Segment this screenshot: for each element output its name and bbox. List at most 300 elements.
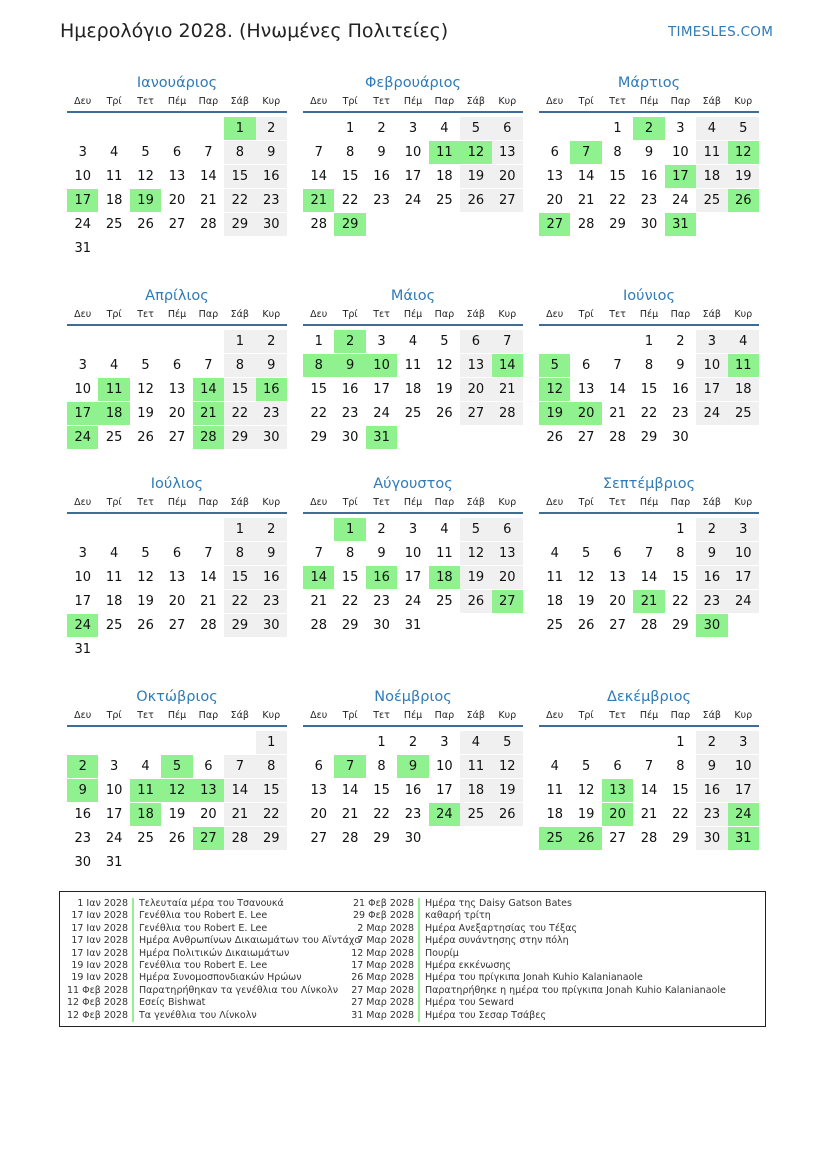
day-cell: 14 [200,169,217,184]
holiday-color-marker [418,898,420,910]
holiday-day-cell: 21 [193,402,224,425]
day-cell: 14 [224,779,255,802]
weekday-label: Δευ [546,710,564,721]
holiday-day-cell: 29 [334,213,365,236]
legend-date: 17 Ιαν 2028 [71,910,128,922]
day-cell: 5 [492,731,523,754]
day-cell: 7 [224,755,255,778]
month-calendar [539,687,759,871]
day-cell: 3 [78,546,87,561]
day-cell: 25 [546,618,563,633]
legend-holiday-name: Γενέθλια του Robert E. Lee [139,922,268,934]
weekday-label: Σάβ [702,710,721,721]
holiday-day-cell: 16 [366,566,397,589]
day-cell: 25 [436,193,453,208]
day-cell: 7 [204,358,213,373]
legend-date: 7 Μαρ 2028 [357,935,414,947]
weekday-label: Τρί [578,96,594,107]
day-cell: 6 [172,145,182,160]
weekday-label: Κυρ [262,710,281,721]
day-cell: 20 [310,807,327,822]
day-cell: 4 [550,546,559,561]
day-cell: 11 [696,141,727,164]
weekday-label: Πέμ [167,497,187,508]
day-cell: 26 [577,618,595,633]
day-cell: 21 [341,807,359,822]
legend-date: 2 Μαρ 2028 [357,922,414,934]
day-cell: 18 [105,594,123,609]
weekday-label: Δευ [74,309,92,320]
legend-row [347,1010,726,1022]
weekday-label: Τρί [342,309,358,320]
day-cell: 23 [256,590,287,613]
day-cell: 15 [224,566,255,589]
weekday-header [303,494,523,514]
day-cell: 6 [314,759,323,774]
day-cell: 1 [256,731,287,754]
day-grid [303,113,523,257]
month-calendar [303,286,523,470]
holiday-day-cell: 31 [366,426,397,449]
month-calendar [303,687,523,871]
weekday-label: Παρ [198,96,219,107]
day-cell: 28 [310,217,327,232]
day-cell: 18 [546,594,563,609]
day-grid [303,727,523,871]
day-cell: 7 [204,546,213,561]
legend-row [60,948,360,960]
holiday-color-marker [418,997,420,1009]
holiday-day-cell: 24 [728,803,759,826]
holiday-day-cell: 24 [429,803,460,826]
day-cell: 26 [460,590,491,613]
holiday-day-cell: 10 [366,354,397,377]
month-calendar [539,73,759,257]
day-cell: 9 [676,358,685,373]
day-cell: 20 [168,193,186,208]
holiday-day-cell: 31 [665,213,696,236]
holiday-day-cell: 18 [130,803,161,826]
day-cell: 3 [696,330,727,353]
day-cell: 28 [200,618,217,633]
legend-date: 27 Μαρ 2028 [351,997,414,1009]
weekday-label: Σάβ [230,309,249,320]
site-brand-link[interactable]: TIMESLES.COM [668,24,774,40]
holiday-day-cell: 7 [334,755,365,778]
day-cell: 29 [672,618,689,633]
day-cell: 25 [105,618,123,633]
legend-row [60,960,360,972]
day-cell: 5 [728,117,759,140]
day-cell: 26 [168,831,186,846]
weekday-header [67,306,287,326]
weekday-label: Τετ [609,497,626,508]
weekday-label: Δευ [546,497,564,508]
day-cell: 14 [577,169,595,184]
day-cell: 4 [440,522,449,537]
day-cell: 30 [404,831,422,846]
day-cell: 4 [550,759,559,774]
day-cell: 12 [577,783,595,798]
month-name: Ιανουάριος [136,75,218,91]
day-cell: 6 [492,518,523,541]
day-cell: 24 [672,193,689,208]
day-cell: 10 [728,542,759,565]
day-cell: 1 [314,334,323,349]
day-cell: 16 [256,165,287,188]
legend-row [347,997,726,1009]
day-cell: 1 [224,518,255,541]
weekday-label: Σάβ [466,96,485,107]
day-cell: 14 [640,783,658,798]
day-cell: 6 [613,546,622,561]
day-cell: 10 [105,783,123,798]
day-cell: 22 [256,803,287,826]
day-cell: 9 [377,546,386,561]
day-cell: 16 [74,807,91,822]
weekday-label: Κυρ [734,497,753,508]
holiday-color-marker [418,948,420,960]
weekday-label: Τετ [137,96,154,107]
day-cell: 23 [404,807,422,822]
holiday-day-cell: 12 [161,779,192,802]
weekday-label: Παρ [434,309,455,320]
day-cell: 23 [696,590,727,613]
weekday-label: Πέμ [403,710,423,721]
weekday-label: Κυρ [734,710,753,721]
day-cell: 25 [404,406,422,421]
legend-date: 12 Μαρ 2028 [351,947,414,959]
day-cell: 15 [310,382,327,397]
day-cell: 9 [696,542,727,565]
day-cell: 24 [728,590,759,613]
day-cell: 22 [373,807,390,822]
day-cell: 29 [224,614,255,637]
day-cell: 27 [492,189,523,212]
holiday-color-marker [418,985,420,997]
legend-holiday-name: Γενέθλια του Robert E. Lee [139,959,268,971]
holiday-day-cell: 28 [193,426,224,449]
weekday-label: Τρί [106,96,122,107]
day-cell: 2 [256,117,287,140]
holiday-day-cell: 26 [728,189,759,212]
day-cell: 4 [408,334,418,349]
day-cell: 26 [492,803,523,826]
day-cell: 14 [341,783,359,798]
legend-date: 19 Ιαν 2028 [71,959,128,971]
day-cell: 29 [609,217,626,232]
day-cell: 5 [460,518,491,541]
weekday-label: Κυρ [734,96,753,107]
legend-date: 17 Ιαν 2028 [71,935,128,947]
weekday-label: Πέμ [167,309,187,320]
weekday-label: Κυρ [262,497,281,508]
holiday-color-marker [132,948,134,960]
day-cell: 17 [404,169,422,184]
day-cell: 23 [640,193,658,208]
legend-holiday-name: Ημέρα Ανεξαρτησίας του Τέξας [425,922,578,934]
day-cell: 17 [696,378,727,401]
legend-date: 17 Μαρ 2028 [351,959,414,971]
weekday-label: Δευ [546,96,564,107]
legend-holiday-name: Εσείς Bishwat [139,997,206,1009]
day-cell: 5 [581,759,591,774]
day-cell: 21 [310,594,327,609]
day-cell: 18 [460,779,491,802]
day-cell: 2 [377,522,386,537]
weekday-label: Παρ [670,497,691,508]
day-cell: 4 [109,546,119,561]
day-cell: 29 [640,430,658,445]
legend-holiday-name: Πουρίμ [425,947,459,959]
day-cell: 5 [581,546,591,561]
legend-row [60,972,360,984]
day-cell: 3 [728,518,759,541]
weekday-label: Τετ [373,497,390,508]
weekday-label: Τρί [578,497,594,508]
holiday-day-cell: 27 [539,213,570,236]
day-cell: 18 [546,807,563,822]
day-cell: 15 [341,570,359,585]
weekday-label: Κυρ [498,497,517,508]
day-cell: 18 [696,165,727,188]
day-cell: 7 [492,330,523,353]
day-cell: 7 [314,145,323,160]
day-cell: 6 [172,546,182,561]
holiday-color-marker [132,935,134,947]
month-name: Ιούνιος [623,288,675,304]
day-cell: 21 [609,406,626,421]
holiday-day-cell: 11 [429,141,460,164]
legend-holiday-name: Ημέρα Συνομοσπονδιακών Ηρώων [139,972,302,984]
day-cell: 7 [204,145,213,160]
day-cell: 2 [256,330,287,353]
legend-row [347,972,726,984]
holiday-day-cell: 21 [633,590,664,613]
day-cell: 1 [644,334,654,349]
day-cell: 5 [141,358,150,373]
day-cell: 27 [168,217,186,232]
day-cell: 4 [440,121,449,136]
day-cell: 20 [200,807,217,822]
weekday-label: Σάβ [230,96,249,107]
weekday-label: Σάβ [230,497,249,508]
day-cell: 8 [676,759,685,774]
day-cell: 4 [109,358,119,373]
day-cell: 24 [373,406,390,421]
day-cell: 22 [224,189,255,212]
day-cell: 10 [404,145,422,160]
day-cell: 22 [224,590,255,613]
day-cell: 13 [609,570,626,585]
month-calendar [539,474,759,658]
weekday-label: Τετ [137,710,154,721]
weekday-label: Πέμ [403,96,423,107]
legend-holiday-name: καθαρή τρίτη [425,910,491,922]
day-cell: 10 [74,382,91,397]
day-cell: 28 [310,618,327,633]
day-grid [67,113,287,257]
legend-row [347,923,726,935]
day-cell: 17 [404,570,422,585]
day-cell: 8 [676,546,685,561]
weekday-label: Πέμ [403,497,423,508]
legend-holiday-name: Ημέρα Πολιτικών Δικαιωμάτων [139,947,290,959]
day-cell: 22 [640,406,658,421]
weekday-label: Παρ [670,710,691,721]
weekday-header [67,707,287,727]
day-cell: 15 [224,165,255,188]
legend-holiday-name: Τα γενέθλια του Λίνκολν [139,1009,257,1021]
holiday-day-cell: 7 [570,141,601,164]
day-cell: 16 [696,779,727,802]
holiday-legend [59,891,766,1027]
day-cell: 31 [74,241,91,256]
day-cell: 10 [672,145,689,160]
holiday-day-cell: 13 [602,779,633,802]
day-cell: 22 [672,807,689,822]
legend-holiday-name: Ημέρα του Σεσαρ Τσάβες [425,1009,547,1021]
holiday-day-cell: 24 [67,426,98,449]
legend-row [347,948,726,960]
day-cell: 1 [224,330,255,353]
day-grid [67,326,287,470]
day-cell: 22 [341,193,359,208]
holiday-day-cell: 26 [570,827,601,850]
day-cell: 30 [696,827,727,850]
weekday-label: Πέμ [403,309,423,320]
day-grid [303,326,523,470]
day-cell: 25 [105,430,123,445]
month-calendar [67,286,287,470]
holiday-day-cell: 12 [539,378,570,401]
day-cell: 20 [609,594,626,609]
day-cell: 29 [672,831,689,846]
holiday-color-marker [418,1010,420,1022]
day-cell: 27 [168,430,186,445]
legend-date: 27 Μαρ 2028 [351,984,414,996]
holiday-day-cell: 11 [130,779,161,802]
day-cell: 2 [676,334,685,349]
weekday-label: Δευ [310,309,328,320]
day-cell: 28 [224,827,255,850]
day-cell: 8 [644,358,654,373]
day-cell: 10 [436,759,453,774]
holiday-color-marker [132,898,134,910]
day-cell: 16 [256,566,287,589]
holiday-day-cell: 16 [256,378,287,401]
day-cell: 8 [224,542,255,565]
day-cell: 10 [728,755,759,778]
day-cell: 5 [141,546,150,561]
day-cell: 19 [137,594,154,609]
day-cell: 4 [728,330,759,353]
day-cell: 27 [577,430,595,445]
day-cell: 8 [377,759,386,774]
holiday-day-cell: 11 [728,354,759,377]
day-cell: 23 [341,406,359,421]
day-cell: 26 [546,430,563,445]
holiday-day-cell: 21 [303,189,334,212]
day-cell: 15 [373,783,390,798]
day-cell: 13 [492,542,523,565]
weekday-label: Πέμ [639,497,659,508]
day-cell: 23 [672,406,689,421]
weekday-label: Παρ [434,96,455,107]
day-cell: 19 [577,807,595,822]
day-cell: 12 [436,358,453,373]
legend-row [347,898,726,910]
holiday-color-marker [132,997,134,1009]
holiday-color-marker [132,985,134,997]
weekday-header [67,494,287,514]
weekday-label: Κυρ [262,96,281,107]
day-cell: 11 [436,546,453,561]
month-calendar [539,286,759,470]
day-cell: 2 [256,518,287,541]
day-cell: 28 [640,618,658,633]
legend-row [60,1010,360,1022]
weekday-label: Πέμ [167,96,187,107]
day-cell: 15 [256,779,287,802]
day-cell: 21 [200,594,217,609]
month-name: Δεκέμβριος [606,689,692,705]
day-cell: 6 [581,358,591,373]
day-cell: 18 [105,193,123,208]
holiday-day-cell: 17 [67,402,98,425]
weekday-label: Πέμ [167,710,187,721]
day-cell: 2 [377,121,386,136]
day-cell: 3 [408,522,418,537]
weekday-label: Τρί [106,497,122,508]
day-cell: 24 [105,831,123,846]
holiday-day-cell: 14 [303,566,334,589]
holiday-color-marker [132,960,134,972]
month-name: Φεβρουάριος [364,75,462,91]
day-cell: 28 [577,217,595,232]
holiday-day-cell: 1 [334,518,365,541]
holiday-color-marker [132,972,134,984]
weekday-label: Σάβ [466,309,485,320]
day-cell: 3 [78,145,87,160]
day-cell: 8 [224,354,255,377]
weekday-label: Πέμ [639,710,659,721]
day-cell: 21 [200,193,217,208]
weekday-label: Παρ [198,710,219,721]
day-cell: 15 [672,783,689,798]
day-cell: 21 [492,378,523,401]
legend-holiday-name: Ημέρα της Daisy Gatson Bates [425,898,572,909]
day-cell: 13 [546,169,563,184]
day-cell: 8 [345,546,355,561]
day-cell: 4 [696,117,727,140]
day-cell: 1 [676,522,685,537]
day-cell: 28 [609,430,626,445]
day-cell: 8 [613,145,622,160]
day-cell: 20 [546,193,563,208]
weekday-label: Σάβ [466,497,485,508]
day-cell: 11 [460,755,491,778]
day-grid [67,727,287,871]
day-cell: 3 [728,731,759,754]
weekday-label: Πέμ [639,309,659,320]
legend-date: 19 Ιαν 2028 [71,972,128,984]
day-cell: 7 [644,546,654,561]
day-cell: 8 [224,141,255,164]
day-cell: 15 [609,169,626,184]
day-cell: 1 [377,735,386,750]
weekday-label: Τετ [373,710,390,721]
